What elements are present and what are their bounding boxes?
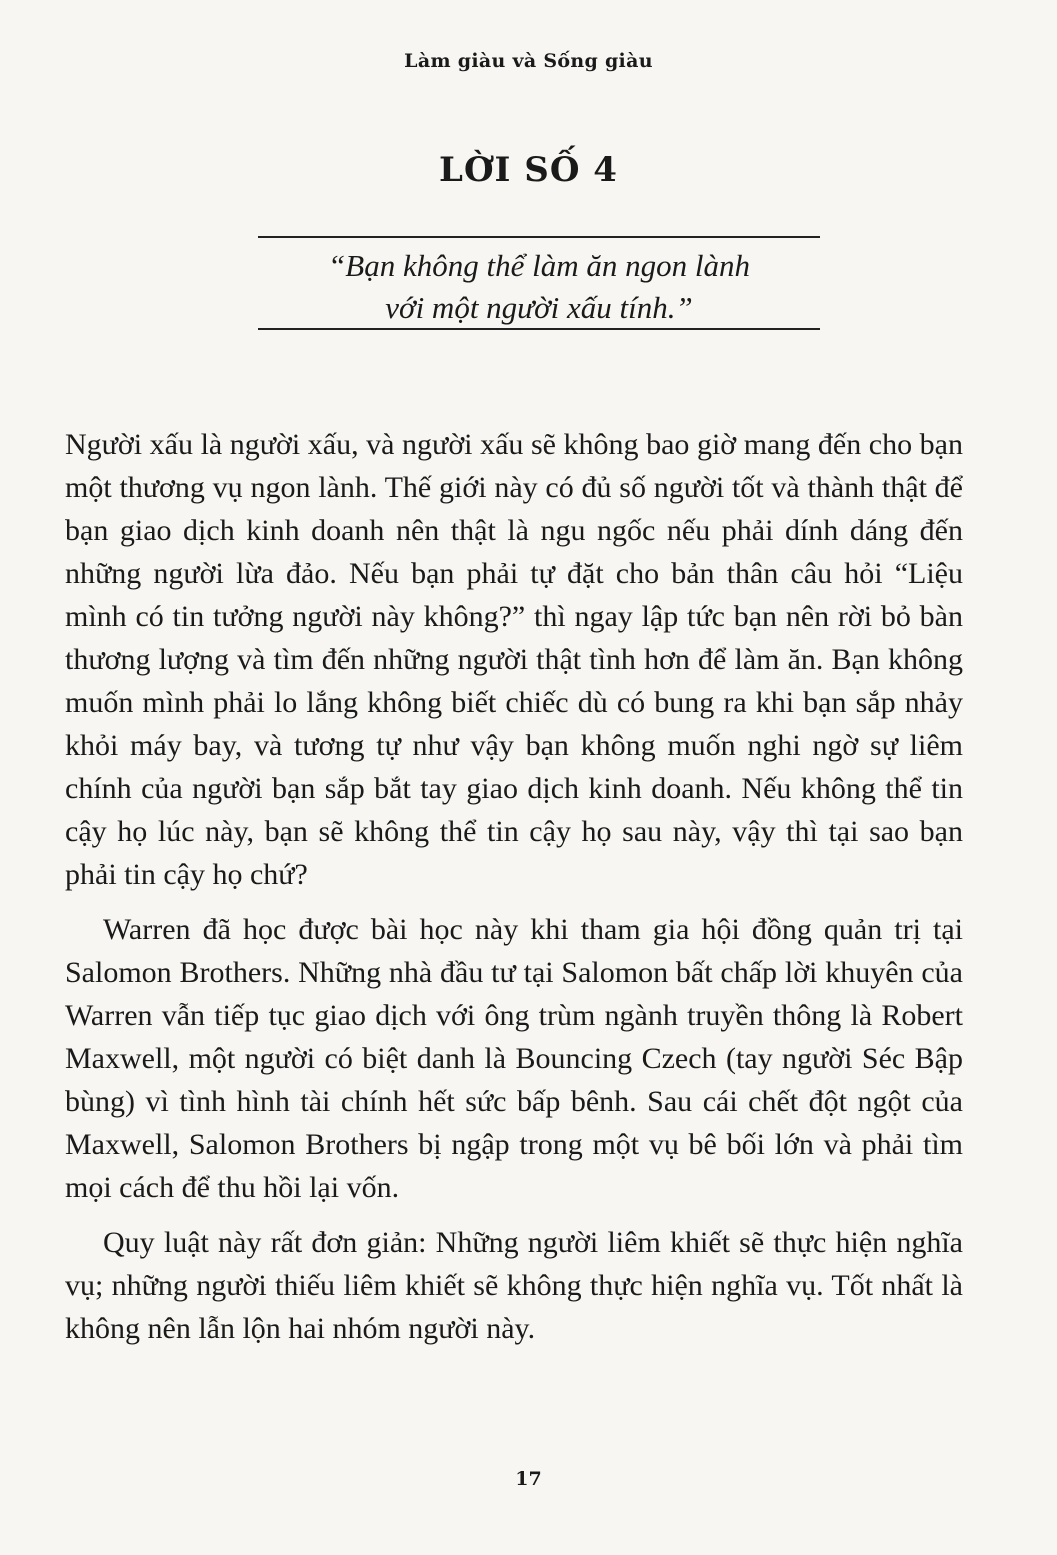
quote-line-2: với một người xấu tính.”	[385, 290, 693, 325]
paragraph-2: Warren đã học được bài học này khi tham gia hội đồng quản trị tại Salomon Brothers. Những nhà đầu tư tại Salomon bất chấp lời khuyên của Warren vẫn tiếp tục giao dịch với ông trùm ngành truyền thông là Robert Maxwell, một người có biệt danh là Bouncing Czech (tay người Séc Bập bùng) vì tình hình tài chính hết sức bấp bênh. Sau cái chết đột ngột của Maxwell, Salomon Brothers bị ngập trong một vụ bê bối lớn và phải tìm mọi cách để thu hồi lại vốn.	[65, 913, 963, 1204]
body-text	[65, 423, 963, 1362]
quote-line-1: “Bạn không thể làm ăn ngon lành	[328, 248, 750, 283]
chapter-title: LỜI SỐ 4	[439, 150, 618, 190]
running-header: Làm giàu và Sống giàu	[404, 50, 653, 72]
paragraph-1: Người xấu là người xấu, và người xấu sẽ không bao giờ mang đến cho bạn một thương vụ ngon lành. Thế giới này có đủ số người tốt và thành thật để bạn giao dịch kinh doanh nên thật là ngu ngốc nếu phải dính dáng đến những người lừa đảo. Nếu bạn phải tự đặt cho bản thân câu hỏi “Liệu mình có tin tưởng người này không?” thì ngay lập tức bạn nên rời bỏ bàn thương lượng và tìm đến những người thật tình hơn để làm ăn. Bạn không muốn mình phải lo lắng không biết chiếc dù có bung ra khi bạn sắp nhảy khỏi máy bay, và tương tự như vậy bạn không muốn nghi ngờ sự liêm chính của người bạn sắp bắt tay giao dịch kinh doanh. Nếu không thể tin cậy họ lúc này, bạn sẽ không thể tin cậy họ sau này, vậy thì tại sao bạn phải tin cậy họ chứ?	[65, 428, 963, 891]
epigraph-quote	[258, 236, 820, 330]
page-number: 17	[515, 1468, 542, 1490]
paragraph-3: Quy luật này rất đơn giản: Những người liêm khiết sẽ thực hiện nghĩa vụ; những người thiếu liêm khiết sẽ không thực hiện nghĩa vụ. Tốt nhất là không nên lẫn lộn hai nhóm người này.	[65, 1226, 963, 1345]
